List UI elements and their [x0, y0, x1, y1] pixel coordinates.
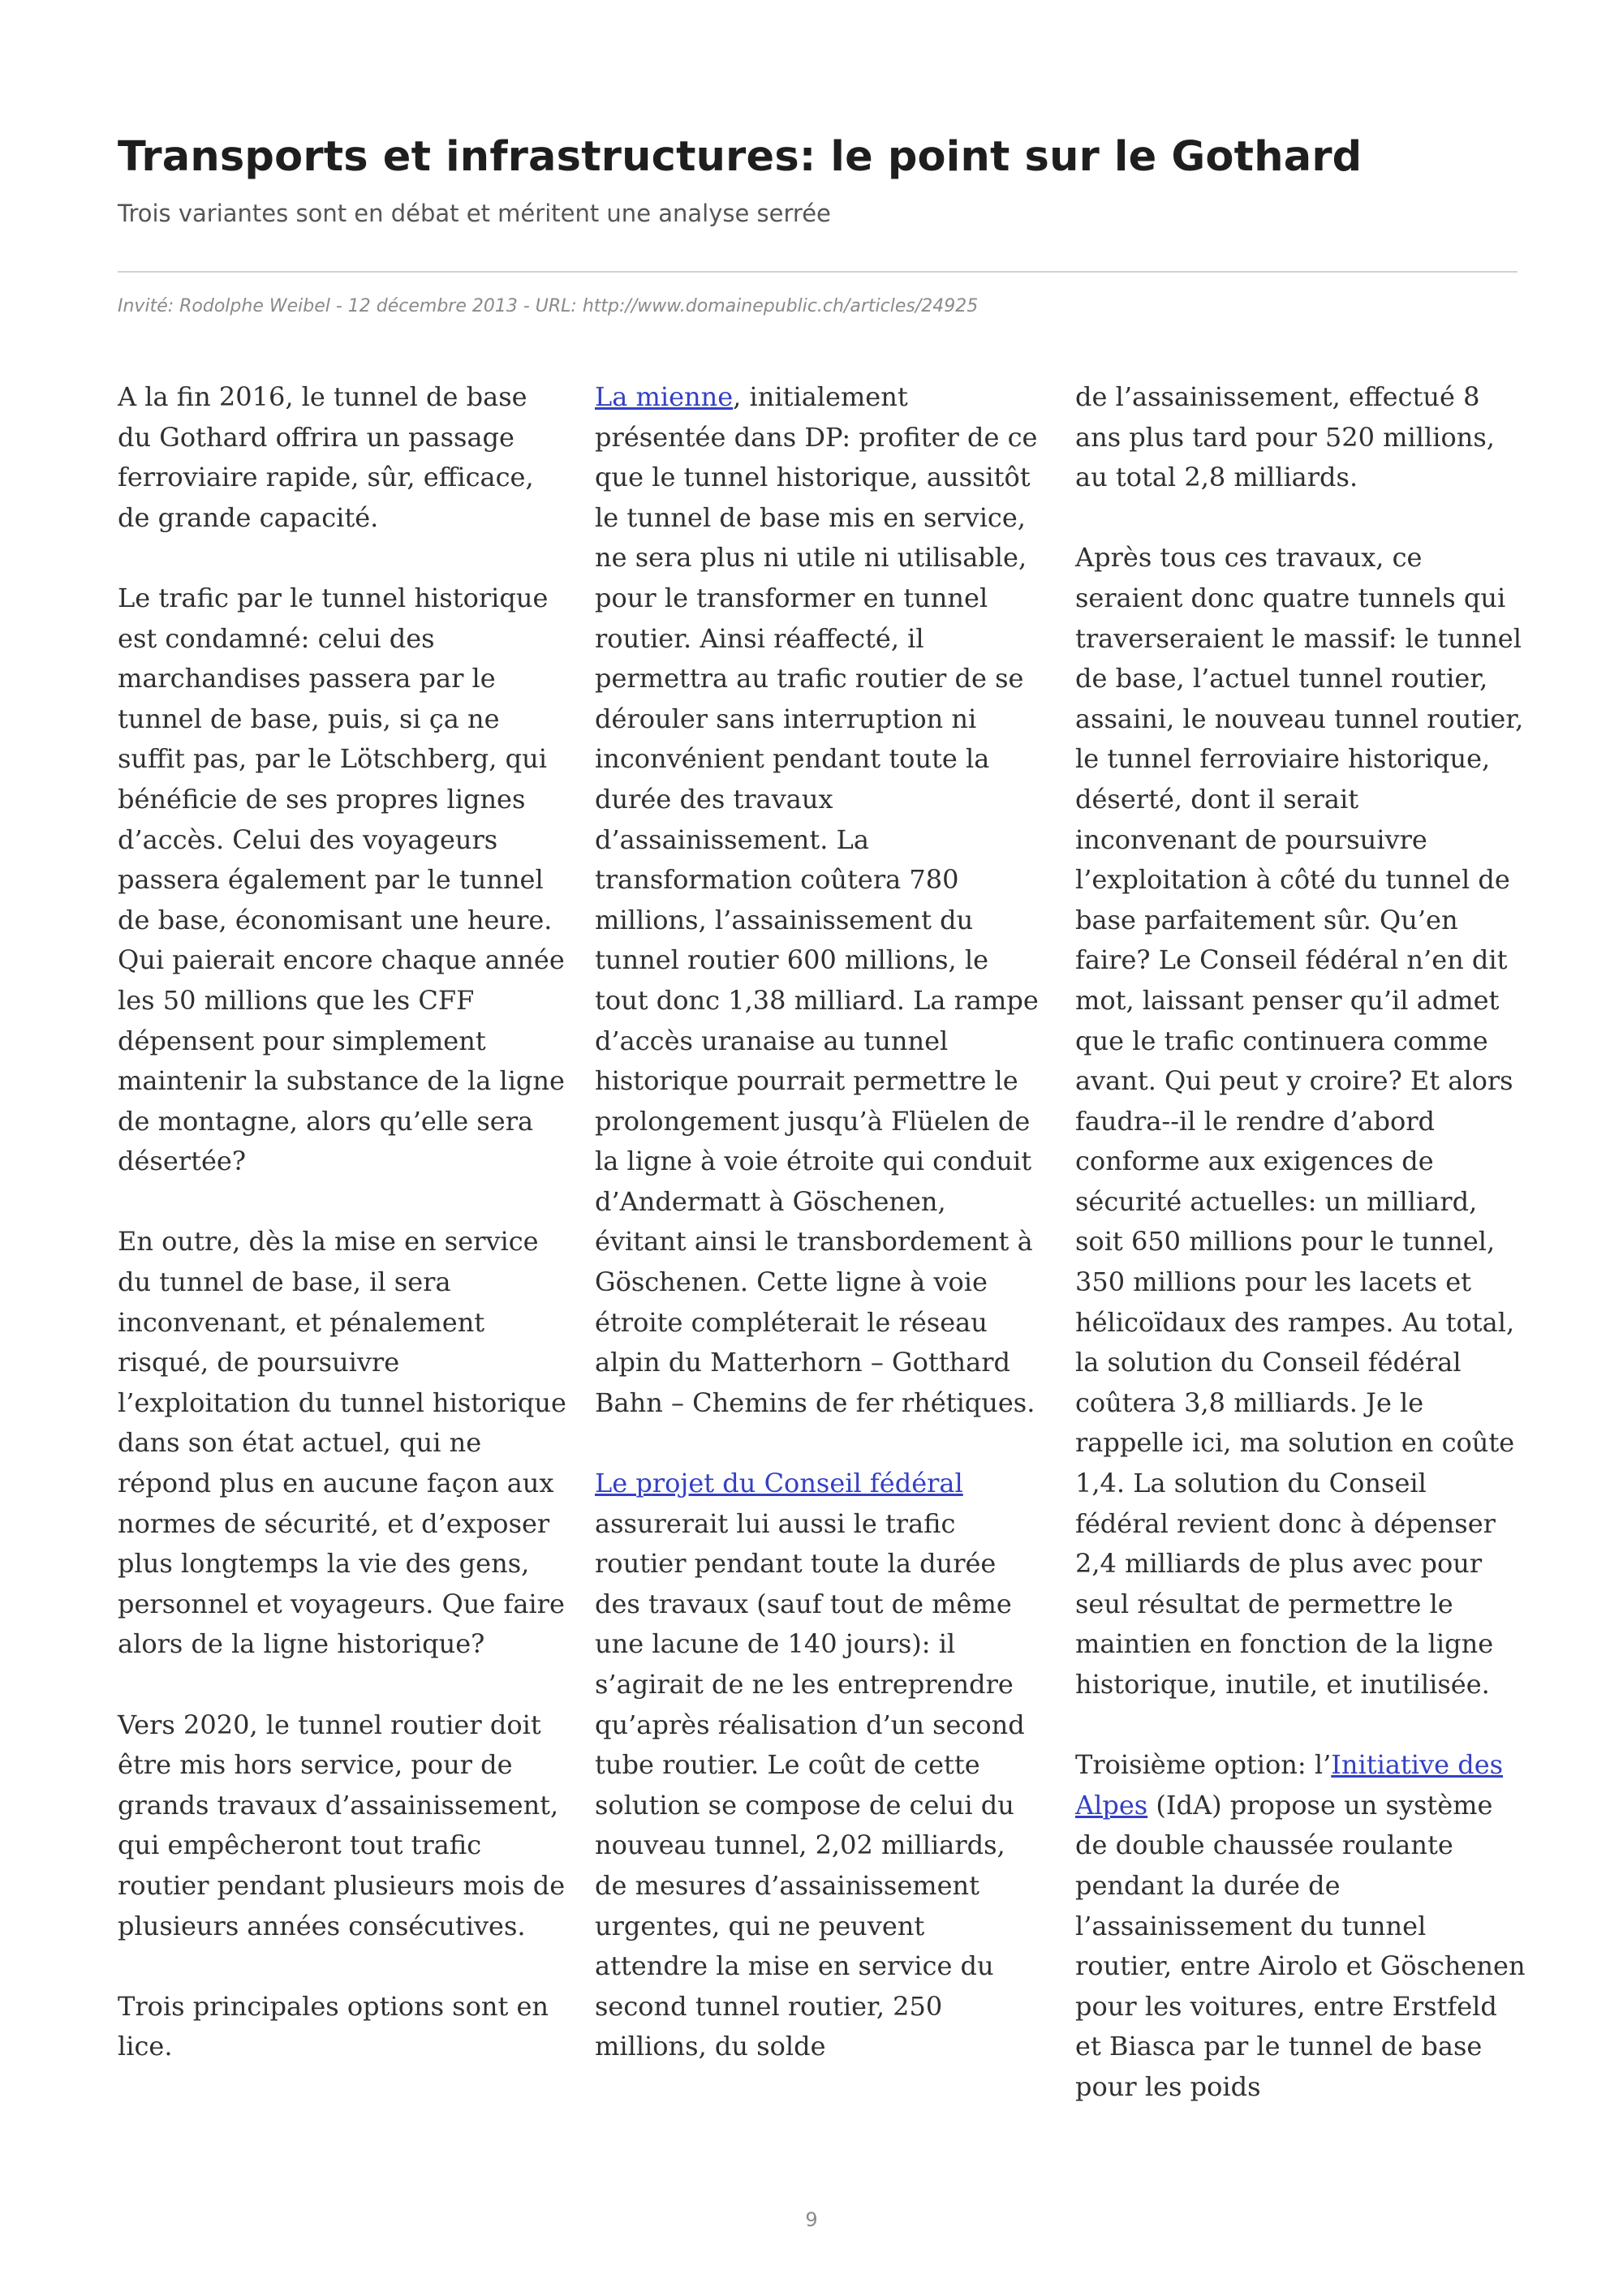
page-number: 9 [805, 2208, 818, 2231]
article-meta: Invité: Rodolphe Weibel - 12 décembre 2013 - URL: http://www.domainepublic.ch/articles/24925 [118, 296, 979, 316]
paragraph: Après tous ces travaux, ce seraient donc quatre tunnels qui traverseraient le massif: le tunnel de base, l’actuel tunnel routier, assaini, le nouveau tunnel routier, le tunnel ferroviaire historique, déserté, dont il serait inconvenant de poursuivre l’exploitation à côté du tunnel de base parfaitement sûr. Qu’en faire? Le Conseil fédéral n’en dit mot, laissant penser qu’il admet que le trafic continuera comme avant. Qui peut y croire? Et alors faudra--il le rendre d’abord conforme aux exigences de sécurité actuelles: un milliard, soit 650 millions pour le tunnel, 350 millions pour les lacets et hélicoïdaux des rampes. Au total, la solution du Conseil fédéral coûtera 3,8 milliards. Je le rappelle ici, ma solution en coûte 1,4. La solution du Conseil fédéral revient donc à dépenser 2,4 milliards de plus avec pour seul résultat de permettre le maintien en fonction de la ligne historique, inutile, et inutilisée. [1075, 542, 1524, 1700]
article-subtitle: Trois variantes sont en débat et méritent une analyse serrée [118, 200, 831, 227]
paragraph: Le trafic par le tunnel historique est condamné: celui des marchandises passera par le tunnel de base, puis, si ça ne suffit pas, par le Lötschberg, qui bénéficie de ses propres lignes d’accès. Celui des voyageurs passera également par le tunnel de base, économisant une heure. Qui paierait encore chaque année les 50 millions que les CFF dépensent pour simplement maintenir la substance de la ligne de montagne, alors qu’elle sera désertée? [118, 582, 565, 1177]
header-divider [118, 271, 1518, 273]
paragraph: Vers 2020, le tunnel routier doit être mis hors service, pour de grands travaux d’assainissement, qui empêcheront tout trafic routier pendant plusieurs mois de plusieurs années consécutives. [118, 1709, 566, 1941]
paragraph-text: (IdA) propose un système de double chaussée roulante pendant la durée de l’assainissement du tunnel routier, entre Airolo et Göschenen pour les voitures, entre Erstfeld et Biasca par le tunnel de base pour les poids [1075, 1789, 1526, 2102]
text-column-2 [595, 377, 1045, 2067]
paragraph [595, 1464, 1045, 2067]
paragraph-text: , initialement présentée dans DP: profiter de ce que le tunnel historique, aussitôt le tunnel de base mis en service, ne sera plus ni utile ni utilisable, pour le transformer en tunnel routier. Ainsi réaffecté, il permettra au trafic routier de se dérouler sans interruption ni inconvénient pendant toute la durée des travaux d’assainissement. La transformation coûtera 780 millions, l’assainissement du tunnel routier 600 millions, le tout donc 1,38 milliard. La rampe d’accès uranaise au tunnel historique pourrait permettre le prolongement jusqu’à Flüelen de la ligne à voie étroite qui conduit d’Andermatt à Göschenen, évitant ainsi le transbordement à Göschenen. Cette ligne à voie étroite compléterait le réseau alpin du Matterhorn – Gotthard Bahn – Chemins de fer rhétiques. [595, 381, 1039, 1418]
text-column-1 [118, 377, 568, 2067]
paragraph [1075, 1745, 1526, 2107]
link-la-mienne[interactable]: La mienne [595, 381, 734, 412]
link-projet-conseil-federal[interactable]: Le projet du Conseil fédéral [595, 1468, 963, 1499]
article-title: Transports et infrastructures: le point sur le Gothard [118, 133, 1363, 181]
paragraph: A la fin 2016, le tunnel de base du Gothard offrira un passage ferroviaire rapide, sûr, efficace, de grande capacité. [118, 381, 534, 533]
paragraph [595, 377, 1045, 1423]
paragraph: de l’assainissement, effectué 8 ans plus tard pour 520 millions, au total 2,8 milliards. [1075, 381, 1495, 493]
paragraph-text: assurerait lui aussi le trafic routier pendant toute la durée des travaux (sauf tout de même une lacune de 140 jours): il s’agirait de ne les entreprendre qu’après réalisation d’un second tube routier. Le coût de cette solution se compose de celui du nouveau tunnel, 2,02 milliards, de mesures d’assainissement urgentes, qui ne peuvent attendre la mise en service du second tunnel routier, 250 millions, du solde [595, 1507, 1025, 2062]
link-initiative-des-alpes[interactable]: Initiative des Alpes [1075, 1749, 1504, 1821]
paragraph-text: Troisième option: l’ [1075, 1749, 1332, 1781]
paragraph: Trois principales options sont en lice. [118, 1990, 549, 2062]
text-column-3 [1075, 377, 1526, 2108]
paragraph: En outre, dès la mise en service du tunnel de base, il sera inconvenant, et pénalement risqué, de poursuivre l’exploitation du tunnel historique dans son état actuel, qui ne répond plus en aucune façon aux normes de sécurité, et d’exposer plus longtemps la vie des gens, personnel et voyageurs. Que faire alors de la ligne historique? [118, 1226, 566, 1660]
